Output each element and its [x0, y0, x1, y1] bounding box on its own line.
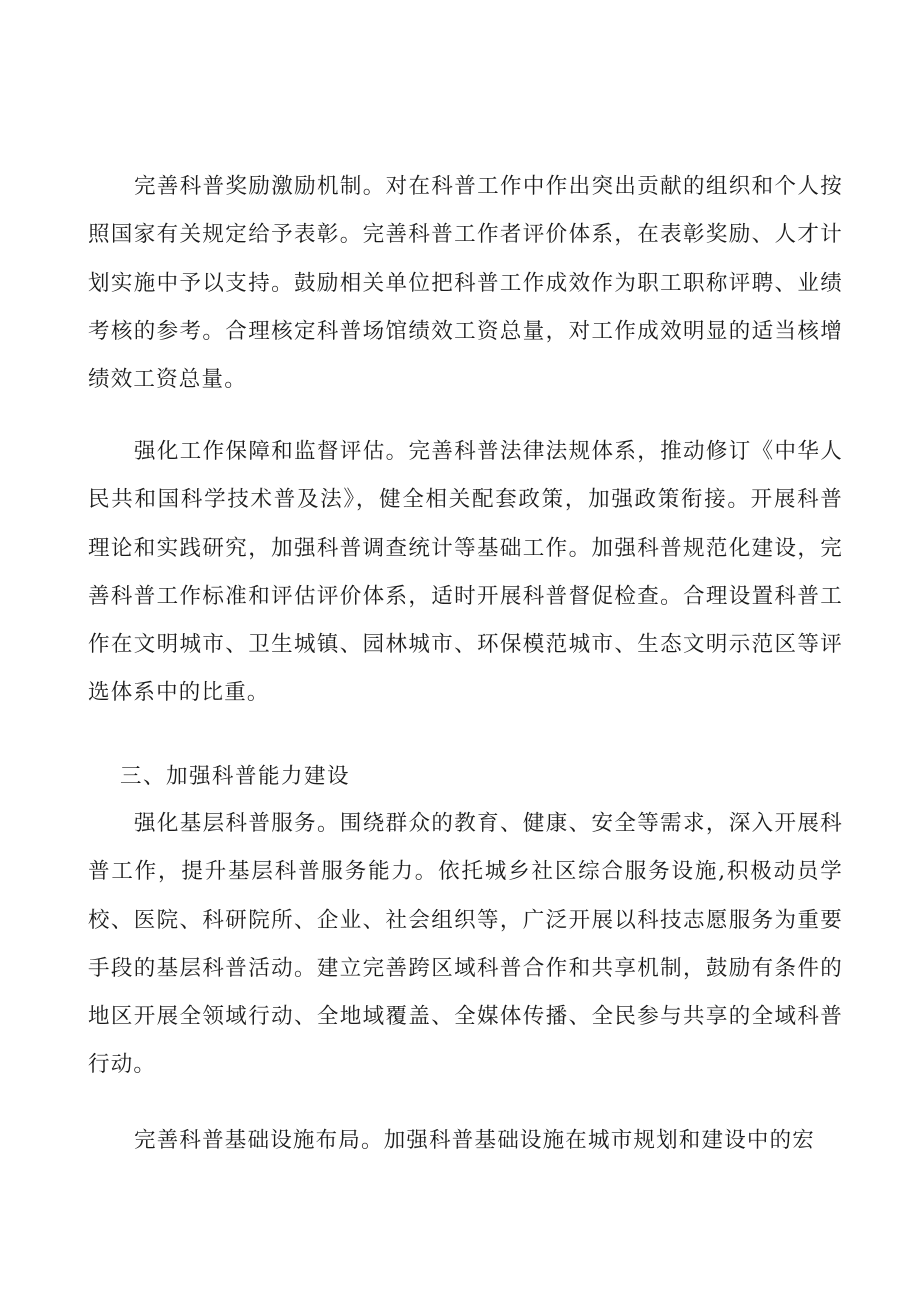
paragraph-infrastructure-layout: 完善科普基础设施布局。加强科普基础设施在城市规划和建设中的宏 — [134, 1128, 816, 1153]
paragraph-grassroots-service: 强化基层科普服务。围绕群众的教育、健康、安全等需求，深入开展科普工作，提升基层科普服务能力。依托城乡社区综合服务设施,积极动员学校、医院、科研院所、企业、社会组织等，广泛开展以科技志愿服务为重要手段的基层科普活动。建立完善跨区域科普合作和共享机制，鼓励有条件的地区开展全领域行动、全地域覆盖、全媒体传播、全民参与共享的全域科普行动。 — [88, 811, 843, 1078]
section-heading: 三、加强科普能力建设 — [120, 764, 351, 789]
paragraph-work-guarantee: 强化工作保障和监督评估。完善科普法律法规体系，推动修订《中华人民共和国科学技术普及法》，健全相关配套政策，加强政策衔接。开展科普理论和实践研究，加强科普调查统计等基础工作。加强科普规范化建设，完善科普工作标准和评估评价体系，适时开展科普督促检查。合理设置科普工作在文明城市、卫生城镇、园林城市、环保模范城市、生态文明示范区等评选体系中的比重。 — [88, 439, 843, 706]
paragraph-science-incentives: 完善科普奖励激励机制。对在科普工作中作出突出贡献的组织和个人按照国家有关规定给予表彰。完善科普工作者评价体系，在表彰奖励、人才计划实施中予以支持。鼓励相关单位把科普工作成效作为职工职称评聘、业绩考核的参考。合理核定科普场馆绩效工资总量，对工作成效明显的适当核增绩效工资总量。 — [88, 174, 843, 393]
